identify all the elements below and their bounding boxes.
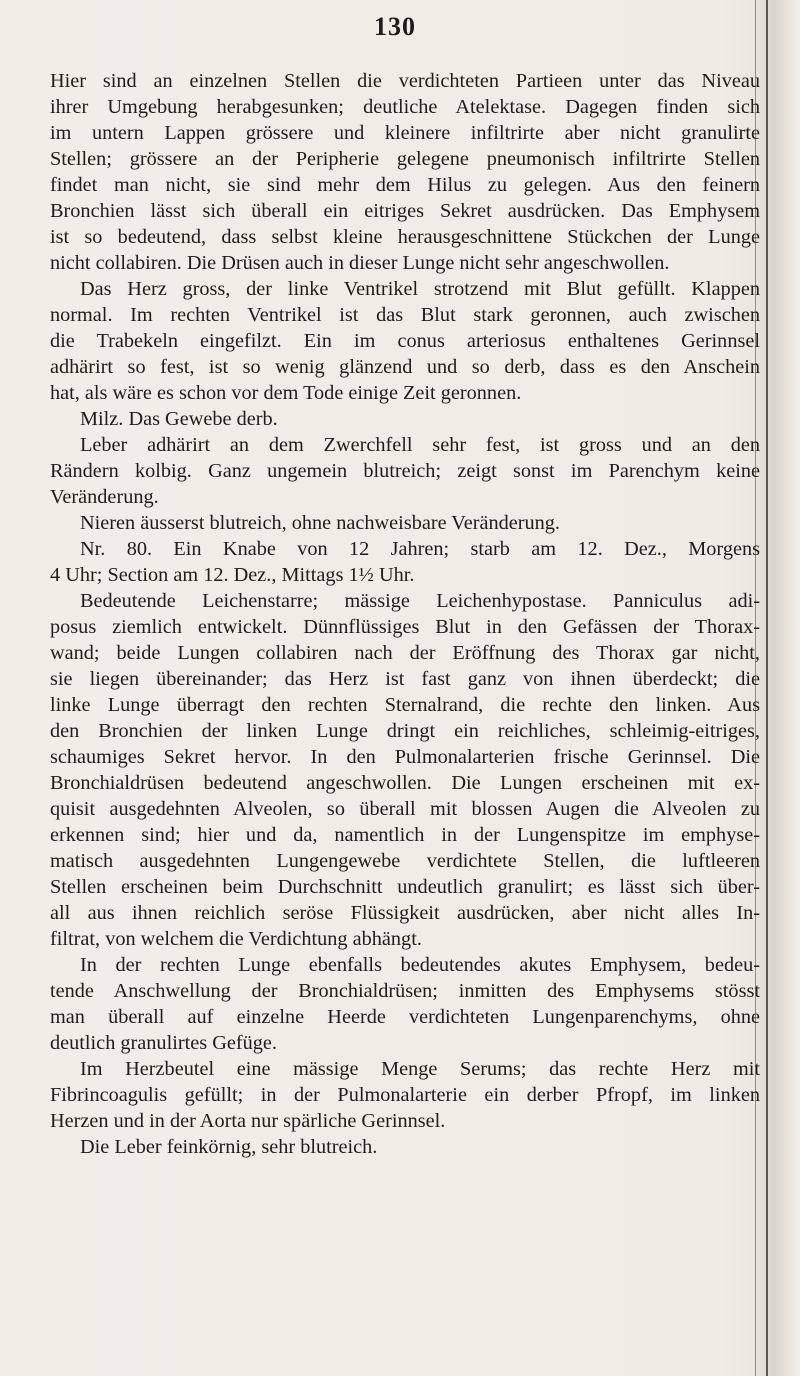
text-line: In der rechten Lunge ebenfalls bedeutendes akutes Emphysem, bedeu-: [80, 954, 760, 976]
text-line: all aus ihnen reichlich seröse Flüssigkeit ausdrücken, aber nicht alles In-: [50, 902, 760, 924]
text-line: die Trabekeln eingefilzt. Ein im conus arteriosus enthaltenes Gerinnsel: [50, 330, 760, 352]
text-line: schaumiges Sekret hervor. In den Pulmonalarterien frische Gerinnsel. Die: [50, 746, 760, 768]
text-line: tende Anschwellung der Bronchialdrüsen; inmitten des Emphysems stösst: [50, 980, 760, 1002]
text-line: 4 Uhr; Section am 12. Dez., Mittags 1½ Uhr.: [50, 564, 415, 586]
text-line: adhärirt so fest, ist so wenig glänzend und so derb, dass es den Anschein: [50, 356, 760, 378]
text-line: quisit ausgedehnten Alveolen, so überall mit blossen Augen die Alveolen zu: [50, 798, 760, 820]
page-number: 130: [374, 12, 416, 41]
text-line: linke Lunge überragt den rechten Sternalrand, die rechte den linken. Aus: [50, 694, 760, 716]
text-line: nicht collabiren. Die Drüsen auch in dieser Lunge nicht sehr angeschwollen.: [50, 252, 670, 274]
text-line: Das Herz gross, der linke Ventrikel strotzend mit Blut gefüllt. Klappen: [80, 278, 760, 300]
text-line: Herzen und in der Aorta nur spärliche Gerinnsel.: [50, 1110, 446, 1132]
text-line: Bedeutende Leichenstarre; mässige Leichenhypostase. Panniculus adi-: [80, 590, 760, 612]
text-line: Nr. 80. Ein Knabe von 12 Jahren; starb am 12. Dez., Morgens: [80, 538, 760, 560]
text-line: man überall auf einzelne Heerde verdichteten Lungenparenchyms, ohne: [50, 1006, 760, 1028]
text-line: deutlich granulirtes Gefüge.: [50, 1032, 277, 1054]
text-line: Bronchialdrüsen bedeutend angeschwollen. Die Lungen erscheinen mit ex-: [50, 772, 760, 794]
text-line: Milz. Das Gewebe derb.: [80, 408, 278, 430]
text-line: Leber adhärirt an dem Zwerchfell sehr fest, ist gross und an den: [80, 434, 760, 456]
text-line: ihrer Umgebung herabgesunken; deutliche Atelektase. Dagegen finden sich: [50, 96, 760, 118]
text-line: Im Herzbeutel eine mässige Menge Serums; das rechte Herz mit: [80, 1058, 760, 1080]
text-line: filtrat, von welchem die Verdichtung abhängt.: [50, 928, 422, 950]
text-line: sie liegen übereinander; das Herz ist fast ganz von ihnen überdeckt; die: [50, 668, 760, 690]
text-line: Nieren äusserst blutreich, ohne nachweisbare Veränderung.: [80, 512, 560, 534]
text-line: Stellen erscheinen beim Durchschnitt undeutlich granulirt; es lässt sich über-: [50, 876, 760, 898]
text-line: findet man nicht, sie sind mehr dem Hilus zu gelegen. Aus den feinern: [50, 174, 760, 196]
text-line: wand; beide Lungen collabiren nach der Eröffnung des Thorax gar nicht,: [50, 642, 760, 664]
text-line: normal. Im rechten Ventrikel ist das Blut stark geronnen, auch zwischen: [50, 304, 760, 326]
text-line: ist so bedeutend, dass selbst kleine herausgeschnittene Stückchen der Lunge: [50, 226, 760, 248]
text-line: den Bronchien der linken Lunge dringt ein reichliches, schleimig-eitriges,: [50, 720, 760, 742]
text-line: Bronchien lässt sich überall ein eitriges Sekret ausdrücken. Das Emphysem: [50, 200, 760, 222]
text-line: erkennen sind; hier und da, namentlich in der Lungenspitze im emphyse-: [50, 824, 760, 846]
text-line: Die Leber feinkörnig, sehr blutreich.: [80, 1136, 378, 1158]
binding-edge: [766, 0, 768, 1376]
text-line: Fibrincoagulis gefüllt; in der Pulmonalarterie ein derber Pfropf, im linken: [50, 1084, 760, 1106]
text-line: Stellen; grössere an der Peripherie gelegene pneumonisch infiltrirte Stellen: [50, 148, 760, 170]
body-text: [50, 68, 760, 1160]
text-line: Veränderung.: [50, 486, 159, 508]
text-line: posus ziemlich entwickelt. Dünnflüssiges Blut in den Gefässen der Thorax-: [50, 616, 760, 638]
text-line: Rändern kolbig. Ganz ungemein blutreich; zeigt sonst im Parenchym keine: [50, 460, 760, 482]
text-line: hat, als wäre es schon vor dem Tode einige Zeit geronnen.: [50, 382, 522, 404]
text-line: Hier sind an einzelnen Stellen die verdichteten Partieen unter das Niveau: [50, 70, 760, 92]
text-line: im untern Lappen grössere und kleinere infiltrirte aber nicht granulirte: [50, 122, 760, 144]
text-line: matisch ausgedehnten Lungengewebe verdichtete Stellen, die luftleeren: [50, 850, 760, 872]
page-gutter: [755, 0, 800, 1376]
